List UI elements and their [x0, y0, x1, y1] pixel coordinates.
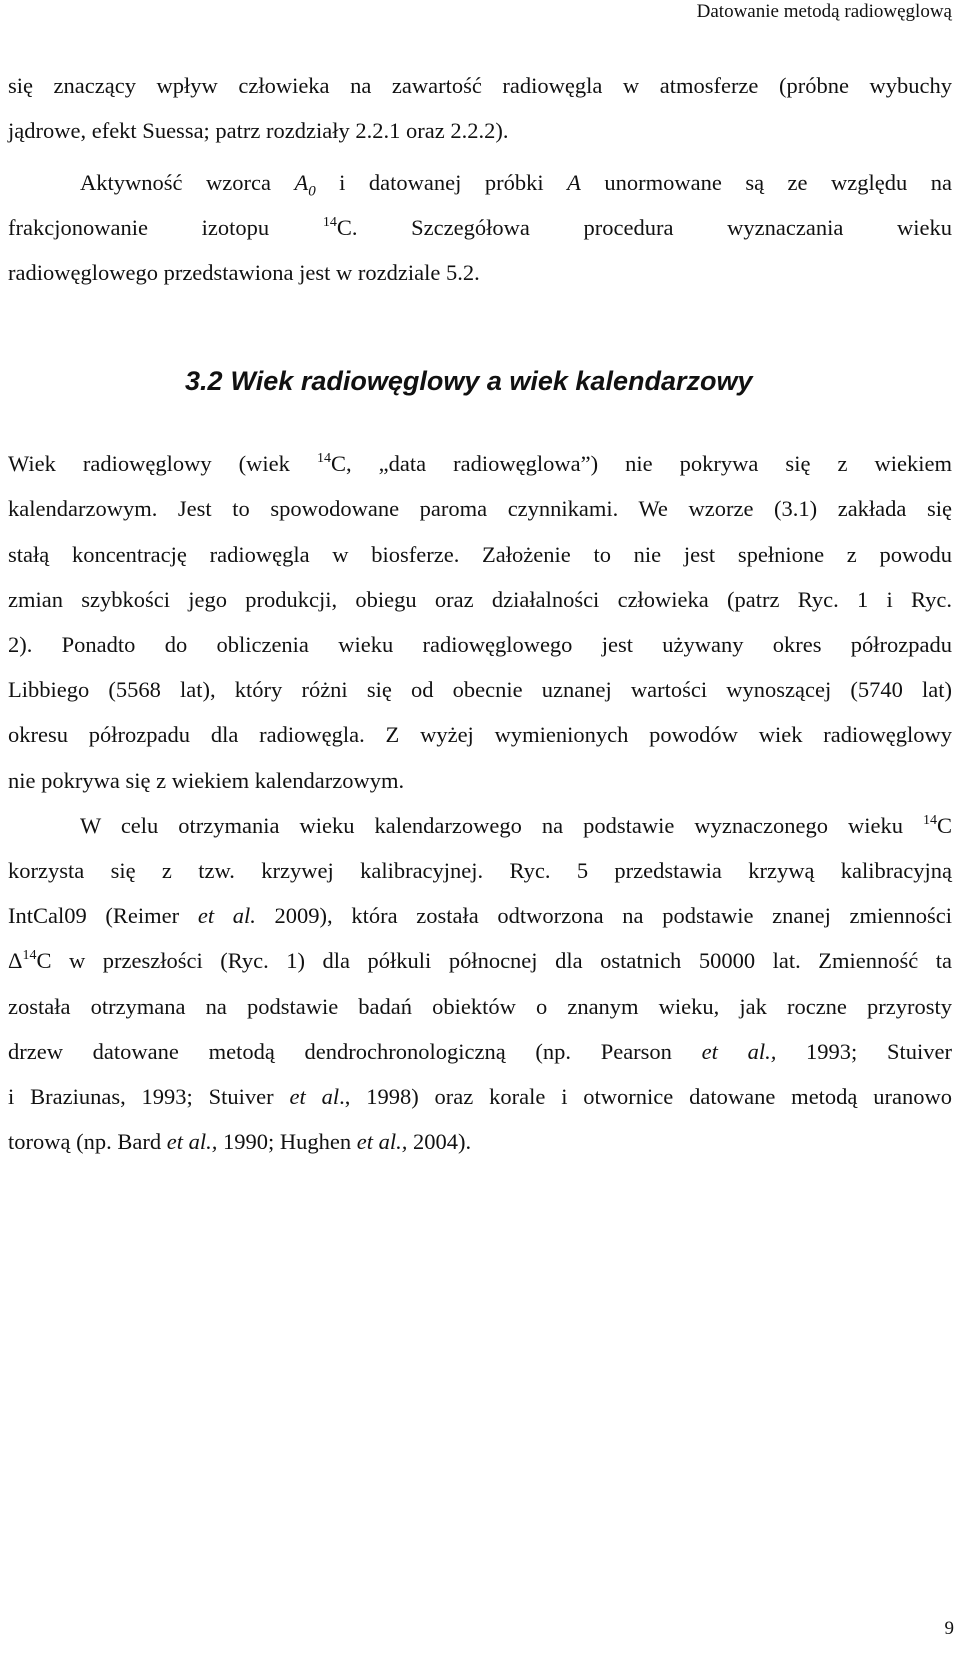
- section-number: 3.2: [185, 366, 223, 396]
- paragraph-line: nie pokrywa się z wiekiem kalendarzowym.: [8, 768, 405, 793]
- paragraph-line: $\Delta^{14}C$ w przeszłości (Ryc. 1) dla półkuli północnej dla ostatnich 50000 lat. Zmienność ta: [8, 948, 952, 973]
- page-number: 9: [944, 1618, 954, 1639]
- section-heading: [185, 365, 753, 397]
- paragraph-line: została otrzymana na podstawie badań obiektów o znanym wieku, jak roczne przyrosty: [8, 994, 952, 1019]
- intro-line: się znaczący wpływ człowieka na zawartość radiowęgla w atmosferze (próbne wybuchy: [8, 73, 952, 98]
- variable-a: A: [567, 170, 581, 195]
- paragraph-line: i Braziunas, 1993; Stuiver et al., 1998) oraz korale i otwornice datowane metodą uranowo: [8, 1084, 952, 1109]
- paragraph-line: Wiek radiowęglowy (wiek $^{14}$C, „data radiowęglowa”) nie pokrywa się z wiekiem: [8, 451, 952, 476]
- running-header: Datowanie metodą radiowęglową: [696, 1, 952, 22]
- paragraph-line: zmian szybkości jego produkcji, obiegu oraz działalności człowieka (patrz Ryc. 1 i Ryc.: [8, 587, 952, 612]
- intro-line: radiowęglowego przedstawiona jest w rozdziale 5.2.: [8, 260, 480, 285]
- paragraph-line: 2). Ponadto do obliczenia wieku radiowęglowego jest używany okres półrozpadu: [8, 632, 952, 657]
- paragraph-line: IntCal09 (Reimer et al. 2009), która została odtworzona na podstawie znanej zmienności: [8, 903, 952, 928]
- paragraph-line: okresu półrozpadu dla radiowęgla. Z wyżej wymienionych powodów wiek radiowęglowy: [8, 722, 952, 747]
- intro-line: frakcjonowanie izotopu $^{14}$C. Szczegółowa procedura wyznaczania wieku: [8, 215, 953, 240]
- paragraph-line: Libbiego (5568 lat), który różni się od obecnie uznanej wartości wynoszącej (5740 lat): [8, 677, 952, 702]
- paragraph-line: torową (np. Bard et al., 1990; Hughen et al., 2004).: [8, 1129, 472, 1154]
- paragraph-line: korzysta się z tzw. krzywej kalibracyjnej. Ryc. 5 przedstawia krzywą kalibracyjną: [8, 858, 952, 883]
- paragraph-line: kalendarzowym. Jest to spowodowane paroma czynnikami. We wzorze (3.1) zakłada się: [8, 496, 952, 521]
- paragraph-line: stałą koncentrację radiowęgla w biosferze. Założenie to nie jest spełnione z powodu: [8, 542, 952, 567]
- paragraph-line: W celu otrzymania wieku kalendarzowego na podstawie wyznaczonego wieku $^{14}$C: [80, 813, 952, 838]
- intro-line: Aktywność wzorca $A_0$ i datowanej próbki A unormowane są ze względu na: [80, 170, 952, 200]
- intro-line: jądrowe, efekt Suessa; patrz rozdziały 2.2.1 oraz 2.2.2).: [8, 118, 509, 143]
- variable-a0: $A_0$: [294, 170, 316, 200]
- section-title: Wiek radiowęglowy a wiek kalendarzowy: [230, 366, 753, 396]
- paragraph-line: drzew datowane metodą dendrochronologiczną (np. Pearson et al., 1993; Stuiver: [8, 1039, 952, 1064]
